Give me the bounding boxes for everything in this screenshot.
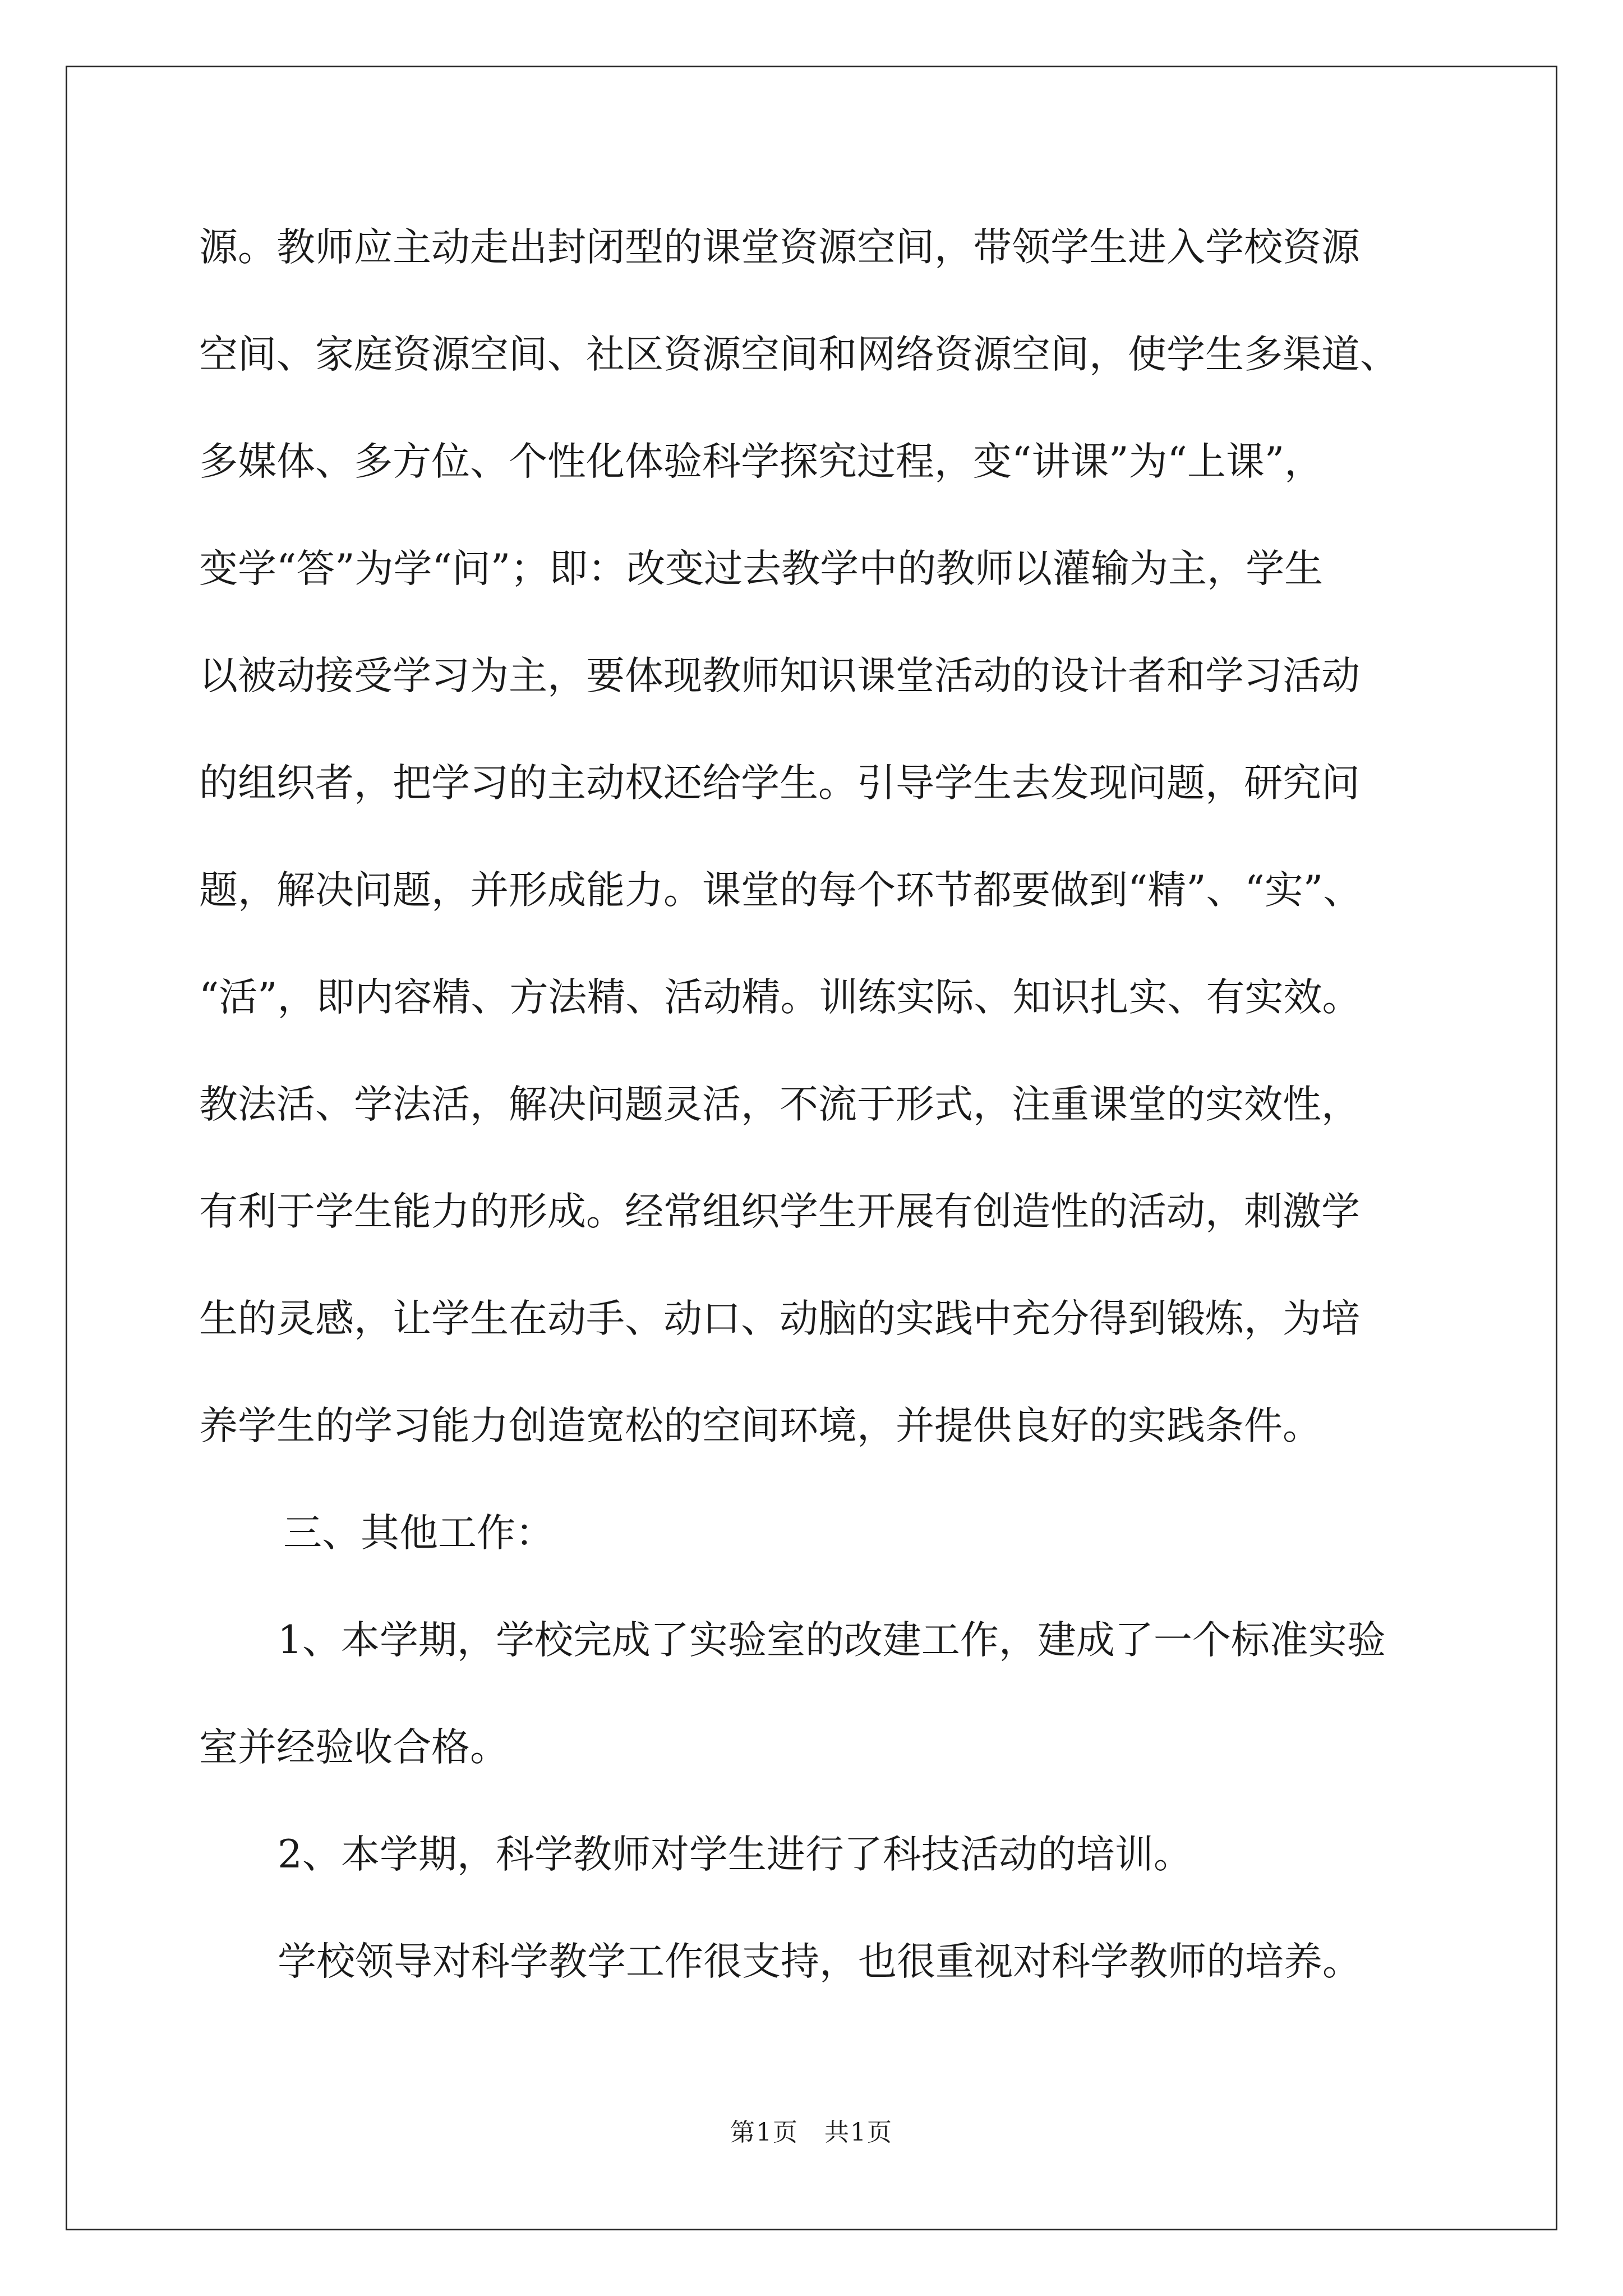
closing-paragraph: 学校领导对科学教学工作很支持，也很重视对科学教师的培养。 [278,1939,1361,1984]
page-number-footer: 第1页 共1页 [730,2118,893,2147]
paragraph-line: 题，解决问题，并形成能力。课堂的每个环节都要做到“精”、“实”、 [199,868,1362,913]
paragraph-line: “活”，即内容精、方法精、活动精。训练实际、知识扎实、有实效。 [199,975,1361,1020]
paragraph-line: 生的灵感，让学生在动手、动口、动脑的实践中充分得到锻炼，为培 [199,1296,1360,1341]
document-body [199,216,1438,2037]
list-item-2: 2、本学期，科学教师对学生进行了科技活动的培训。 [278,1832,1192,1877]
list-item-1-line-2: 室并经验收合格。 [199,1725,509,1770]
paragraph-line: 养学生的学习能力创造宽松的空间环境，并提供良好的实践条件。 [199,1404,1321,1448]
paragraph-line: 源。教师应主动走出封闭型的课堂资源空间，带领学生进入学校资源 [199,225,1360,270]
paragraph-line: 空间、家庭资源空间、社区资源空间和网络资源空间，使学生多渠道、 [199,332,1399,377]
paragraph-line: 多媒体、多方位、个性化体验科学探究过程，变“讲课”为“上课”， [199,439,1324,484]
paragraph-line: 以被动接受学习为主，要体现教师知识课堂活动的设计者和学习活动 [199,654,1360,698]
section-heading: 三、其他工作： [283,1511,554,1556]
list-item-1-line-1: 1、本学期，学校完成了实验室的改建工作，建成了一个标准实验 [278,1618,1386,1663]
paragraph-line: 教法活、学法活，解决问题灵活，不流于形式，注重课堂的实效性， [199,1082,1360,1127]
paragraph-line: 的组织者，把学习的主动权还给学生。引导学生去发现问题，研究问 [199,761,1360,806]
paragraph-line: 有利于学生能力的形成。经常组织学生开展有创造性的活动，刺激学 [199,1189,1360,1234]
paragraph-line: 变学“答”为学“问”；即：改变过去教学中的教师以灌输为主，学生 [199,546,1324,591]
